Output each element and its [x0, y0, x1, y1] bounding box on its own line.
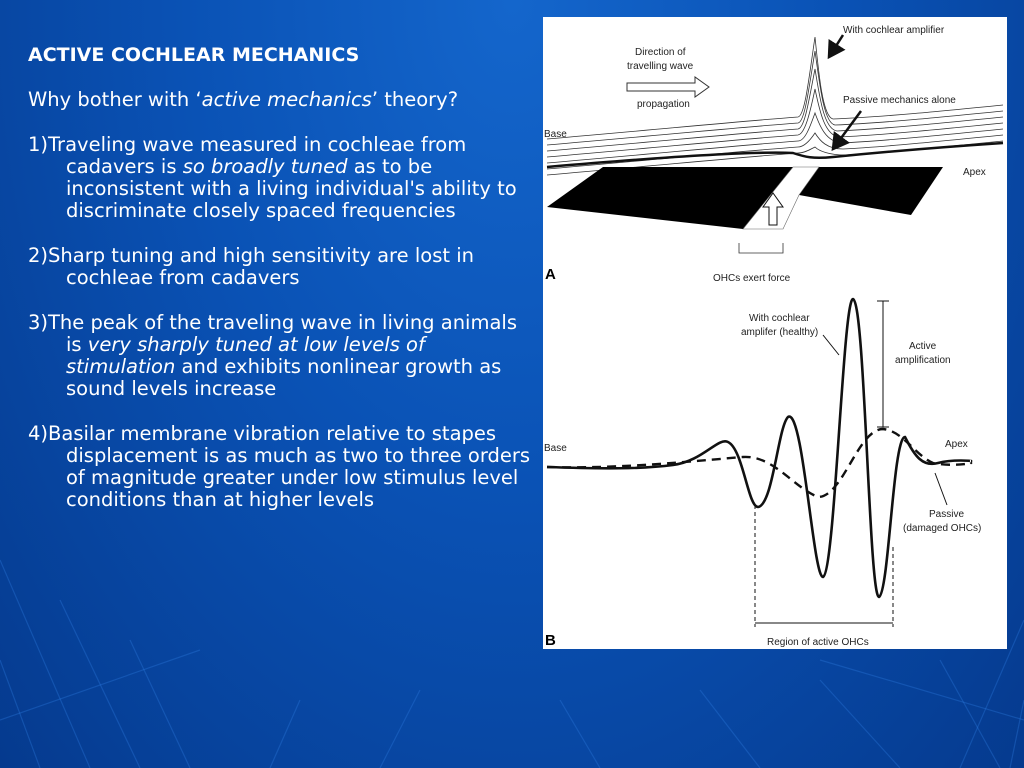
membrane-strip-right — [799, 167, 943, 215]
direction-label-3: propagation — [637, 99, 690, 110]
base-label-a: Base — [544, 129, 567, 140]
point-text: Basilar membrane vibration relative to stapes displacement is as much as two to three orders of magnitude greater under low stimulus level conditions than at higher levels — [48, 422, 531, 511]
passive-alone-label: Passive mechanics alone — [843, 95, 956, 106]
apex-label-b: Apex — [945, 439, 968, 450]
point-emphasis: very sharply tuned at low levels of stimulation — [66, 333, 425, 378]
region-label: Region of active OHCs — [767, 637, 869, 648]
panel-a-letter: A — [545, 266, 556, 283]
slide-title: ACTIVE COCHLEAR MECHANICS — [28, 44, 360, 66]
text-column — [28, 44, 534, 511]
direction-label-2: travelling wave — [627, 61, 694, 72]
active-label-1: Active — [909, 341, 937, 352]
apex-label-a: Apex — [963, 167, 986, 178]
point-4 — [28, 423, 534, 511]
with-amp-label-b1: With cochlear — [749, 313, 810, 324]
point-number: 1) — [28, 133, 49, 156]
point-text: The peak of the traveling wave in living animals is — [48, 311, 517, 356]
with-amp-pointer-icon — [829, 35, 843, 57]
passive-label-1: Passive — [929, 509, 965, 520]
point-text: Traveling wave measured in cochleae from cadavers is — [48, 133, 467, 178]
panel-b-letter: B — [545, 632, 556, 649]
point-number: 2) — [28, 244, 49, 267]
ohc-bracket — [739, 243, 783, 253]
point-text: and exhibits nonlinear growth as sound levels increase — [66, 355, 502, 400]
point-number: 4) — [28, 422, 49, 445]
panel-b — [544, 299, 981, 649]
panel-a — [544, 25, 1003, 284]
ohc-force-label: OHCs exert force — [713, 273, 791, 284]
passive-pointer-b — [935, 473, 947, 505]
point-emphasis: so broadly tuned — [182, 155, 348, 178]
figure-drawing — [543, 17, 1007, 649]
point-text: as to be inconsistent with a living individual's ability to discriminate closely spaced frequencies — [66, 155, 517, 222]
question-suffix: ’ theory? — [371, 88, 459, 111]
point-3 — [28, 312, 534, 400]
with-amp-pointer-b — [823, 335, 839, 355]
slide-question — [28, 89, 534, 111]
point-number: 3) — [28, 311, 49, 334]
cochlea-figure — [543, 17, 1007, 649]
base-label-b: Base — [544, 443, 567, 454]
question-prefix: Why bother with ‘ — [28, 88, 202, 111]
with-amp-label-b2: amplifer (healthy) — [741, 327, 819, 338]
healthy-wave-line — [547, 299, 971, 597]
passive-label-2: (damaged OHCs) — [903, 523, 982, 534]
active-label-2: amplification — [895, 355, 951, 366]
wave-sheet — [547, 37, 1003, 175]
question-emphasis: active mechanics — [201, 88, 372, 111]
direction-arrow-icon — [627, 77, 709, 97]
point-1 — [28, 134, 534, 222]
point-text: Sharp tuning and high sensitivity are lost in cochleae from cadavers — [48, 244, 474, 289]
direction-label-1: Direction of — [635, 47, 686, 58]
point-2 — [28, 245, 534, 289]
with-amp-label: With cochlear amplifier — [843, 25, 945, 36]
